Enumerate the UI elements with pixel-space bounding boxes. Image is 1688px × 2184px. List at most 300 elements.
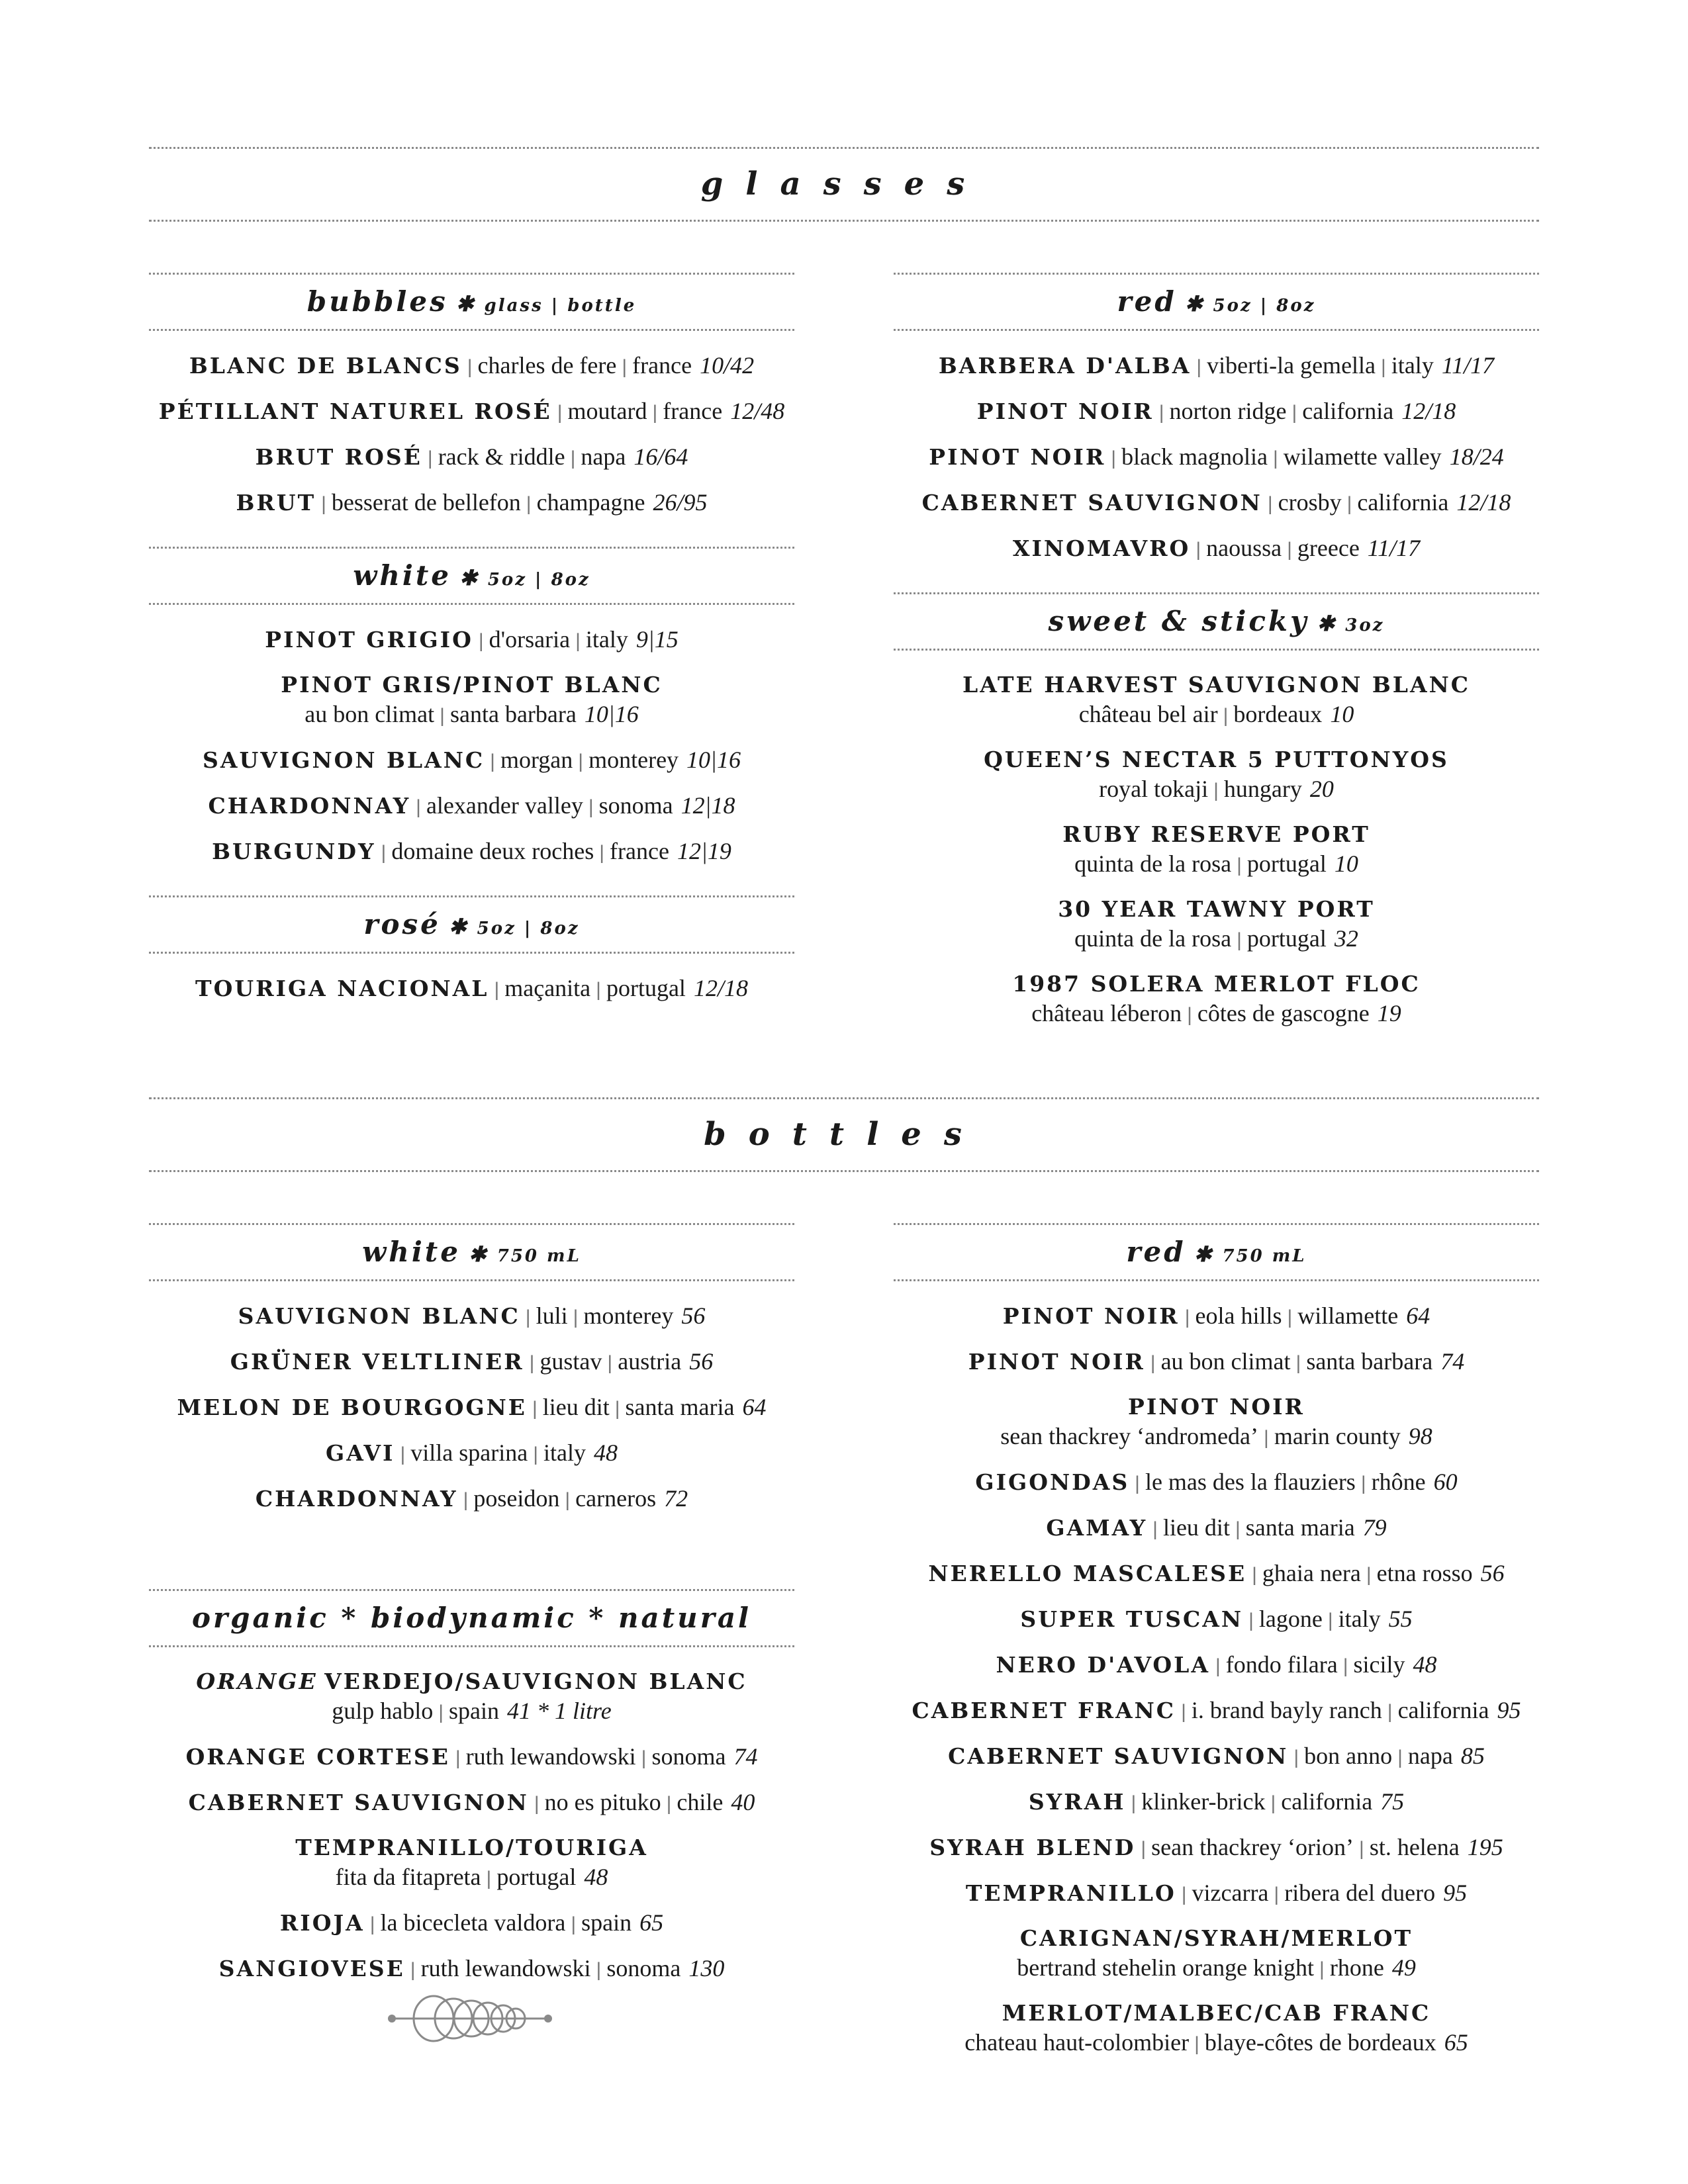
wine-name: BLANC DE BLANCS (189, 353, 462, 379)
wine-detail: no es pituko (544, 1789, 661, 1815)
separator: | (1135, 1473, 1140, 1494)
wine-item (149, 1347, 794, 1378)
wine-detail: sicily (1353, 1651, 1405, 1678)
wine-detail: lieu dit (542, 1394, 610, 1420)
wine-name: TOURIGA NACIONAL (195, 976, 489, 1001)
wine-detail: charles de fere (477, 352, 617, 379)
wine-price: 20 (1309, 776, 1334, 802)
wine-name-line (1029, 1789, 1404, 1815)
separator: | (532, 1398, 538, 1420)
wine-detail: blaye-côtes de bordeaux (1204, 2029, 1436, 2056)
asterisk-icon: ✱ (1184, 291, 1205, 316)
wine-name-line (977, 398, 1456, 424)
wine-detail-line (894, 924, 1539, 955)
wine-item (894, 1833, 1539, 1864)
vine-ornament-icon (384, 1992, 556, 2045)
divider (149, 329, 794, 331)
wine-price: 74 (1440, 1348, 1465, 1375)
wine-item (894, 488, 1539, 519)
wine-name-line (1012, 971, 1421, 997)
asterisk-icon: ✱ (1194, 1242, 1215, 1267)
separator: | (490, 751, 495, 772)
wine-name: TEMPRANILLO (965, 1880, 1176, 1906)
divider (894, 1223, 1539, 1225)
wine-name: CHARDONNAY (255, 1486, 458, 1512)
separator: | (1187, 1004, 1192, 1026)
wine-style-prefix: ORANGE (196, 1668, 318, 1694)
wine-detail: st. helena (1369, 1834, 1460, 1860)
wine-name: RUBY RESERVE PORT (1062, 821, 1370, 847)
wine-item (149, 1788, 794, 1819)
wine-detail-line (894, 1953, 1539, 1984)
separator: | (588, 796, 594, 818)
wine-detail: spain (449, 1698, 500, 1724)
wine-price: 32 (1334, 925, 1358, 952)
wine-item (149, 1742, 794, 1773)
wine-item (149, 1833, 794, 1893)
separator: | (1252, 1564, 1257, 1586)
wine-price: 10/42 (700, 352, 755, 379)
wine-detail: santa maria (625, 1394, 735, 1420)
wine-name-line (1020, 1925, 1413, 1951)
wine-detail: bon anno (1304, 1743, 1393, 1769)
wine-item (149, 974, 794, 1005)
separator: | (599, 842, 605, 864)
separator: | (381, 842, 387, 864)
wine-item (149, 396, 794, 428)
wine-name-line (230, 1349, 713, 1375)
separator: | (1196, 539, 1201, 561)
group-header (149, 1223, 794, 1281)
separator: | (622, 356, 628, 378)
group-serving-size: 750 mL (496, 1246, 581, 1266)
wine-name: PINOT NOIR (1128, 1394, 1305, 1420)
wine-name-line (929, 1835, 1503, 1860)
wine-price: 10|16 (584, 701, 639, 727)
wine-item (894, 670, 1539, 731)
wine-price: 26/95 (653, 489, 708, 516)
group-name: red (1117, 285, 1177, 318)
separator: | (455, 1747, 461, 1769)
wine-price: 41 * 1 litre (507, 1698, 612, 1724)
wine-detail: france (663, 398, 723, 424)
wine-name-line (265, 627, 679, 653)
wine-name-line (912, 1698, 1521, 1723)
wine-name: MERLOT/MALBEC/CAB FRANC (1002, 2000, 1431, 2026)
separator: | (440, 705, 445, 727)
wine-name: NERELLO MASCALESE (928, 1561, 1247, 1586)
separator: | (1267, 493, 1273, 515)
wine-name: MELON DE BOURGOGNE (177, 1394, 527, 1420)
asterisk-icon: ✱ (459, 565, 480, 590)
wine-name: PINOT NOIR (976, 398, 1154, 424)
divider (149, 952, 794, 954)
wine-detail: bertrand stehelin orange knight (1017, 1954, 1315, 1981)
wine-item (149, 1954, 794, 1985)
separator: | (596, 979, 601, 1001)
wine-detail: santa barbara (449, 701, 577, 727)
menu-group (149, 273, 794, 547)
separator: | (1366, 1564, 1372, 1586)
asterisk-icon: ✱ (448, 914, 469, 939)
divider (149, 147, 1539, 149)
wine-detail: fita da fitapreta (335, 1864, 481, 1890)
wine-detail: california (1397, 1697, 1489, 1723)
wine-item (894, 1650, 1539, 1681)
wine-price: 49 (1391, 1954, 1416, 1981)
wine-detail: napa (581, 443, 626, 470)
divider (149, 547, 794, 549)
divider (894, 273, 1539, 275)
wine-name: SANGIOVESE (218, 1956, 405, 1981)
wine-price: 11/17 (1441, 352, 1495, 379)
separator: | (534, 1793, 539, 1815)
wine-name-line (256, 444, 688, 470)
menu-group (894, 273, 1539, 592)
wine-name: BRUT (236, 490, 316, 516)
wine-detail: rhone (1329, 1954, 1384, 1981)
separator: | (1141, 1838, 1147, 1860)
wine-name: SYRAH BLEND (929, 1835, 1136, 1860)
wine-price: 65 (639, 1909, 664, 1936)
menu-group (894, 592, 1539, 1058)
wine-item (894, 1787, 1539, 1818)
group-name: red (1126, 1236, 1186, 1268)
wine-price: 65 (1444, 2029, 1468, 2056)
wine-name-line (996, 1652, 1436, 1678)
wine-item (894, 533, 1539, 565)
separator: | (525, 1306, 531, 1328)
wine-item (149, 625, 794, 656)
wine-detail: france (632, 352, 692, 379)
wine-price: 12/18 (1456, 489, 1511, 516)
wine-item (894, 1513, 1539, 1544)
wine-name-line (186, 1744, 758, 1770)
wine-detail: willamette (1297, 1302, 1399, 1329)
wine-price: 64 (742, 1394, 767, 1420)
group-title (894, 282, 1539, 322)
wine-price: 16/64 (633, 443, 688, 470)
separator: | (1346, 493, 1352, 515)
wine-name: CABERNET SAUVIGNON (188, 1790, 529, 1815)
wine-name-line (236, 490, 707, 516)
separator: | (1287, 1306, 1293, 1328)
wine-detail: monterey (588, 747, 679, 773)
wine-detail-line (894, 999, 1539, 1030)
wine-detail: eola hills (1195, 1302, 1282, 1329)
wine-price: 75 (1380, 1788, 1405, 1815)
wine-item (149, 1438, 794, 1469)
separator: | (596, 1959, 602, 1981)
separator: | (578, 751, 584, 772)
wine-price: 85 (1460, 1743, 1485, 1769)
separator: | (321, 493, 326, 515)
group-serving-size: 5oz | 8oz (1213, 296, 1316, 316)
wine-detail: rhône (1371, 1469, 1426, 1495)
wine-price: 12|18 (680, 792, 735, 819)
wine-detail: fondo filara (1225, 1651, 1338, 1678)
wine-detail-line (894, 1422, 1539, 1453)
wine-detail: la bicecleta valdora (380, 1909, 566, 1936)
wine-name: LATE HARVEST SAUVIGNON BLANC (962, 672, 1470, 698)
wine-name: CABERNET SAUVIGNON (948, 1743, 1289, 1769)
wine-price: 195 (1467, 1834, 1503, 1860)
separator: | (1181, 1884, 1187, 1905)
separator: | (1184, 1306, 1190, 1328)
wine-price: 79 (1362, 1514, 1387, 1541)
separator: | (369, 1913, 375, 1935)
wine-name-line (189, 1790, 755, 1815)
divider (149, 603, 794, 605)
wine-name-line (968, 1349, 1464, 1375)
wine-item (894, 1347, 1539, 1378)
wine-detail: napa (1407, 1743, 1453, 1769)
wine-detail: domaine deux roches (391, 838, 594, 864)
wine-name-line (208, 793, 735, 819)
wine-name-line (326, 1440, 618, 1466)
wine-name-line (281, 672, 662, 698)
wine-name: PINOT NOIR (1002, 1303, 1180, 1329)
separator: | (494, 979, 500, 1001)
wine-detail: champagne (536, 489, 645, 516)
wine-detail: italy (585, 626, 628, 653)
separator: | (652, 402, 658, 424)
separator: | (1194, 2033, 1199, 2055)
wine-detail: poseidon (473, 1485, 560, 1512)
group-name: white (353, 559, 451, 592)
wine-list (894, 651, 1539, 1058)
wine-item (894, 1924, 1539, 1984)
wine-price: 12|19 (677, 838, 731, 864)
wine-name: 1987 SOLERA MERLOT FLOC (1012, 971, 1421, 997)
group-serving-size: 750 mL (1222, 1246, 1307, 1266)
wine-name-line (280, 1910, 663, 1936)
group-title (149, 556, 794, 596)
wine-name: SYRAH (1028, 1789, 1126, 1815)
wine-name: CABERNET SAUVIGNON (921, 490, 1262, 516)
wine-detail-line (894, 700, 1539, 731)
wine-item (149, 1667, 794, 1727)
divider (149, 1589, 794, 1591)
divider (149, 1097, 1539, 1099)
group-name: white (362, 1236, 461, 1268)
wine-name-line (922, 490, 1511, 516)
wine-name-line (1002, 2000, 1431, 2026)
wine-list (894, 1281, 1539, 2087)
divider (149, 273, 794, 275)
separator: | (1270, 1792, 1276, 1814)
wine-name-line (948, 1743, 1485, 1769)
wine-detail: california (1302, 398, 1394, 424)
separator: | (1381, 356, 1386, 378)
wine-detail-line (894, 849, 1539, 880)
group-header (894, 592, 1539, 651)
divider (894, 1279, 1539, 1281)
wine-price: 10 (1334, 850, 1358, 877)
wine-detail: norton ridge (1169, 398, 1287, 424)
wine-name-line (1003, 1303, 1430, 1329)
wine-item (894, 745, 1539, 805)
asterisk-icon: ✱ (1317, 611, 1338, 636)
wine-detail: lieu dit (1162, 1514, 1230, 1541)
divider (149, 220, 1539, 222)
wine-detail: sonoma (651, 1743, 726, 1770)
wine-price: 60 (1433, 1469, 1458, 1495)
menu-group (149, 1589, 794, 2013)
wine-price: 56 (1480, 1560, 1505, 1586)
bottles-left-column (149, 1223, 794, 2013)
glasses-left-column (149, 273, 794, 1032)
wine-name-line (1058, 896, 1375, 922)
separator: | (666, 1793, 672, 1815)
glasses-right-column (894, 273, 1539, 1058)
separator: | (1235, 1518, 1241, 1540)
wine-name: ORANGE CORTESE (185, 1744, 450, 1770)
wine-price: 9|15 (635, 626, 679, 653)
wine-detail: austria (618, 1348, 682, 1375)
group-serving-size: 5oz | 8oz (487, 570, 590, 590)
wine-detail: chateau haut-colombier (964, 2029, 1190, 2056)
wine-detail: sean thackrey ‘orion’ (1151, 1834, 1354, 1860)
separator: | (1158, 402, 1164, 424)
wine-detail: besserat de bellefon (331, 489, 521, 516)
wine-name-line (929, 444, 1503, 470)
separator: | (1272, 447, 1278, 469)
wine-name: SAUVIGNON BLANC (238, 1303, 520, 1329)
wine-name: BRUT ROSÉ (255, 444, 422, 470)
separator: | (1397, 1747, 1403, 1768)
wine-list (894, 331, 1539, 592)
wine-price: 64 (1406, 1302, 1430, 1329)
wine-name: VERDEJO/SAUVIGNON BLANC (324, 1668, 747, 1694)
wine-price: 12/18 (693, 975, 748, 1001)
separator: | (526, 493, 532, 515)
wine-price: 19 (1377, 1000, 1401, 1026)
wine-detail: spain (581, 1909, 632, 1936)
wine-name-line (177, 1394, 767, 1420)
wine-item (149, 1484, 794, 1515)
wine-detail: i. brand bayly ranch (1191, 1697, 1382, 1723)
wine-detail: rack & riddle (438, 443, 565, 470)
separator: | (573, 1306, 579, 1328)
wine-price: 72 (664, 1485, 688, 1512)
wine-name-line (984, 747, 1449, 772)
wine-detail: santa maria (1245, 1514, 1355, 1541)
group-title (894, 602, 1539, 641)
wine-detail: hungary (1223, 776, 1302, 802)
group-title (894, 1232, 1539, 1272)
separator: | (463, 1489, 469, 1511)
divider (149, 1223, 794, 1225)
group-title (149, 282, 794, 322)
wine-detail: carneros (575, 1485, 657, 1512)
wine-detail: château léberon (1031, 1000, 1182, 1026)
wine-detail: quinta de la rosa (1074, 925, 1232, 952)
group-name: sweet & sticky (1048, 605, 1309, 637)
wine-detail: greece (1297, 535, 1360, 561)
separator: | (467, 356, 473, 378)
wine-name: QUEEN’S NECTAR 5 PUTTONYOS (984, 747, 1449, 772)
separator: | (400, 1443, 406, 1465)
separator: | (575, 630, 581, 652)
wine-detail: italy (1338, 1606, 1381, 1632)
wine-name-line (939, 353, 1494, 379)
wine-item (894, 442, 1539, 473)
wine-item (894, 970, 1539, 1030)
wine-item (149, 1301, 794, 1332)
wine-name-line (966, 1880, 1467, 1906)
wine-name: 30 YEAR TAWNY PORT (1058, 896, 1375, 922)
wine-list (149, 331, 794, 547)
wine-detail: alexander valley (426, 792, 583, 819)
group-header (149, 1589, 794, 1647)
wine-name-line (975, 1469, 1457, 1495)
wine-price: 56 (681, 1302, 706, 1329)
group-title (149, 1598, 794, 1638)
group-header (149, 547, 794, 605)
wine-detail: quinta de la rosa (1074, 850, 1232, 877)
wine-name-line (159, 398, 784, 424)
divider (894, 592, 1539, 594)
wine-name: BURGUNDY (212, 839, 376, 864)
wine-price: 10|16 (686, 747, 741, 773)
wine-name-line (1046, 1515, 1386, 1541)
wine-detail: au bon climat (305, 701, 435, 727)
wine-item (894, 820, 1539, 880)
asterisk-icon: ✱ (455, 291, 477, 316)
wine-name-line (196, 1668, 747, 1694)
wine-name: BARBERA D'ALBA (938, 353, 1192, 379)
wine-detail: klinker-brick (1141, 1788, 1266, 1815)
wine-item (149, 351, 794, 382)
wine-price: 11/17 (1367, 535, 1421, 561)
separator: | (1327, 1610, 1333, 1631)
wine-list (149, 954, 794, 1032)
wine-price: 10 (1330, 701, 1354, 727)
separator: | (1181, 1701, 1186, 1723)
separator: | (1319, 1958, 1325, 1980)
group-serving-size: glass | bottle (484, 296, 637, 316)
wine-list (149, 605, 794, 895)
separator: | (1131, 1792, 1137, 1814)
separator: | (410, 1959, 416, 1981)
section-title-bottles: bottles (704, 1116, 984, 1153)
menu-group (149, 547, 794, 895)
wine-detail: wilamette valley (1283, 443, 1442, 470)
wine-detail: ribera del duero (1284, 1880, 1436, 1906)
menu-group (149, 1223, 794, 1543)
menu-group (149, 895, 794, 1032)
wine-name: NERO D'AVOLA (996, 1652, 1210, 1678)
wine-item (894, 1467, 1539, 1498)
wine-name-line (238, 1303, 706, 1329)
wine-price: 95 (1497, 1697, 1521, 1723)
wine-detail: portugal (1246, 850, 1327, 877)
wine-name-line (1128, 1394, 1305, 1420)
wine-item (149, 1392, 794, 1424)
wine-detail: etna rosso (1376, 1560, 1473, 1586)
wine-name-line (928, 1561, 1504, 1586)
wine-name-line (195, 976, 748, 1001)
wine-item (149, 1908, 794, 1939)
wine-item (149, 442, 794, 473)
wine-name: PÉTILLANT NATUREL ROSÉ (158, 398, 552, 424)
separator: | (427, 447, 433, 469)
separator: | (1237, 854, 1242, 876)
wine-name: PINOT NOIR (929, 444, 1106, 470)
wine-detail-line (894, 2028, 1539, 2059)
separator: | (478, 630, 484, 652)
